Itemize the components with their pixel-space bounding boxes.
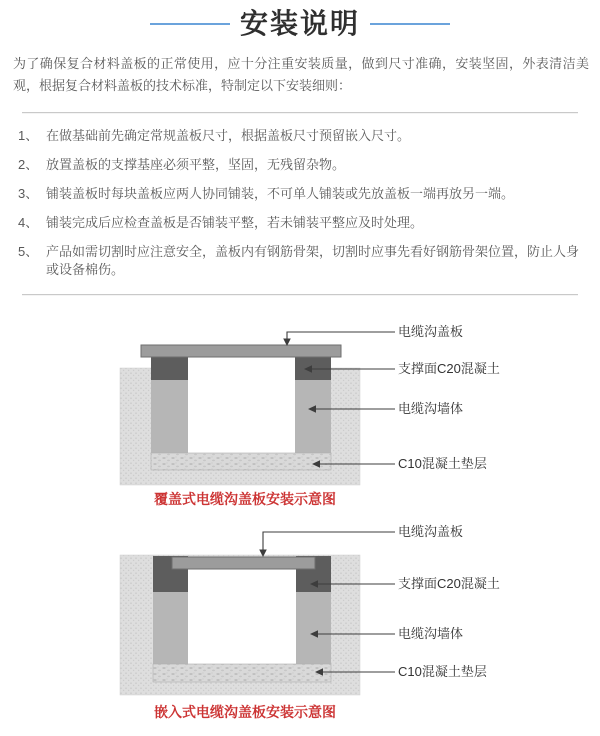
- trench-wall-left: [153, 592, 188, 664]
- label-cover-plate: 电缆沟盖板: [398, 524, 464, 539]
- label-c10-cushion: C10混凝土垫层: [398, 664, 487, 679]
- label-cover-plate: 电缆沟盖板: [398, 324, 464, 339]
- c10-cushion: [153, 664, 331, 682]
- title-right-rule: [370, 23, 450, 25]
- list-item-text: 铺装盖板时每块盖板应两人协同铺装，不可单人铺装或先放盖板一端再放另一端。: [46, 186, 515, 201]
- label-trench-wall: 电缆沟墙体: [398, 626, 464, 641]
- intro-paragraph: 为了确保复合材料盖板的正常使用，应十分注重安装质量，做到尺寸准确，安装坚固，外表清洁美观，根据复合材料盖板的技术标准，特制定以下安装细则：: [13, 56, 589, 93]
- list-item: [18, 185, 590, 203]
- divider-middle: [22, 294, 578, 296]
- list-item-text: 铺装完成后应检查盖板是否铺装平整，若未铺装平整应及时处理。: [46, 215, 424, 230]
- header: [0, 0, 600, 40]
- c10-cushion: [151, 453, 331, 470]
- trench-void: [188, 357, 295, 453]
- leader-cover: [287, 332, 395, 339]
- list-item-text: 放置盖板的支撑基座必须平整，坚固，无残留杂物。: [46, 157, 346, 172]
- trench-wall-left: [151, 380, 188, 453]
- list-item-number: 1、: [18, 128, 39, 143]
- list-item: [18, 156, 590, 174]
- covered-install-drawing: [0, 312, 600, 512]
- list-item-text: 产品如需切割时应注意安全，盖板内有钢筋骨架，切割时应事先看好钢筋骨架位置，防止人身或设备棉伤。: [46, 244, 580, 277]
- label-trench-wall: 电缆沟墙体: [398, 401, 464, 416]
- page-title: 安装说明: [239, 8, 360, 39]
- leader-cover: [263, 532, 395, 550]
- cover-plate: [172, 557, 315, 569]
- list-item: [18, 243, 590, 279]
- diagram-embedded-install: [0, 522, 600, 736]
- list-item-number: 2、: [18, 157, 39, 172]
- diagram-caption: 嵌入式电缆沟盖板安装示意图: [154, 704, 336, 720]
- list-item-number: 4、: [18, 215, 39, 230]
- diagram-caption: 覆盖式电缆沟盖板安装示意图: [154, 491, 336, 507]
- label-c20-support: 支撑面C20混凝土: [398, 576, 500, 591]
- title-left-rule: [150, 23, 230, 25]
- trench-wall-right: [296, 592, 331, 664]
- trench-wall-right: [295, 380, 331, 453]
- trench-void: [188, 569, 296, 664]
- divider-top: [22, 112, 578, 114]
- c20-support-left: [151, 357, 188, 380]
- list-item: [18, 214, 590, 232]
- list-item-number: 5、: [18, 244, 39, 259]
- list-item-text: 在做基础前先确定常规盖板尺寸，根据盖板尺寸预留嵌入尺寸。: [46, 128, 411, 143]
- list-item-number: 3、: [18, 186, 39, 201]
- label-c10-cushion: C10混凝土垫层: [398, 456, 487, 471]
- diagram-covered-install: [0, 312, 600, 512]
- cover-plate: [141, 345, 341, 357]
- rules-list: [18, 127, 590, 279]
- list-item: [18, 127, 590, 145]
- label-c20-support: 支撑面C20混凝土: [398, 361, 500, 376]
